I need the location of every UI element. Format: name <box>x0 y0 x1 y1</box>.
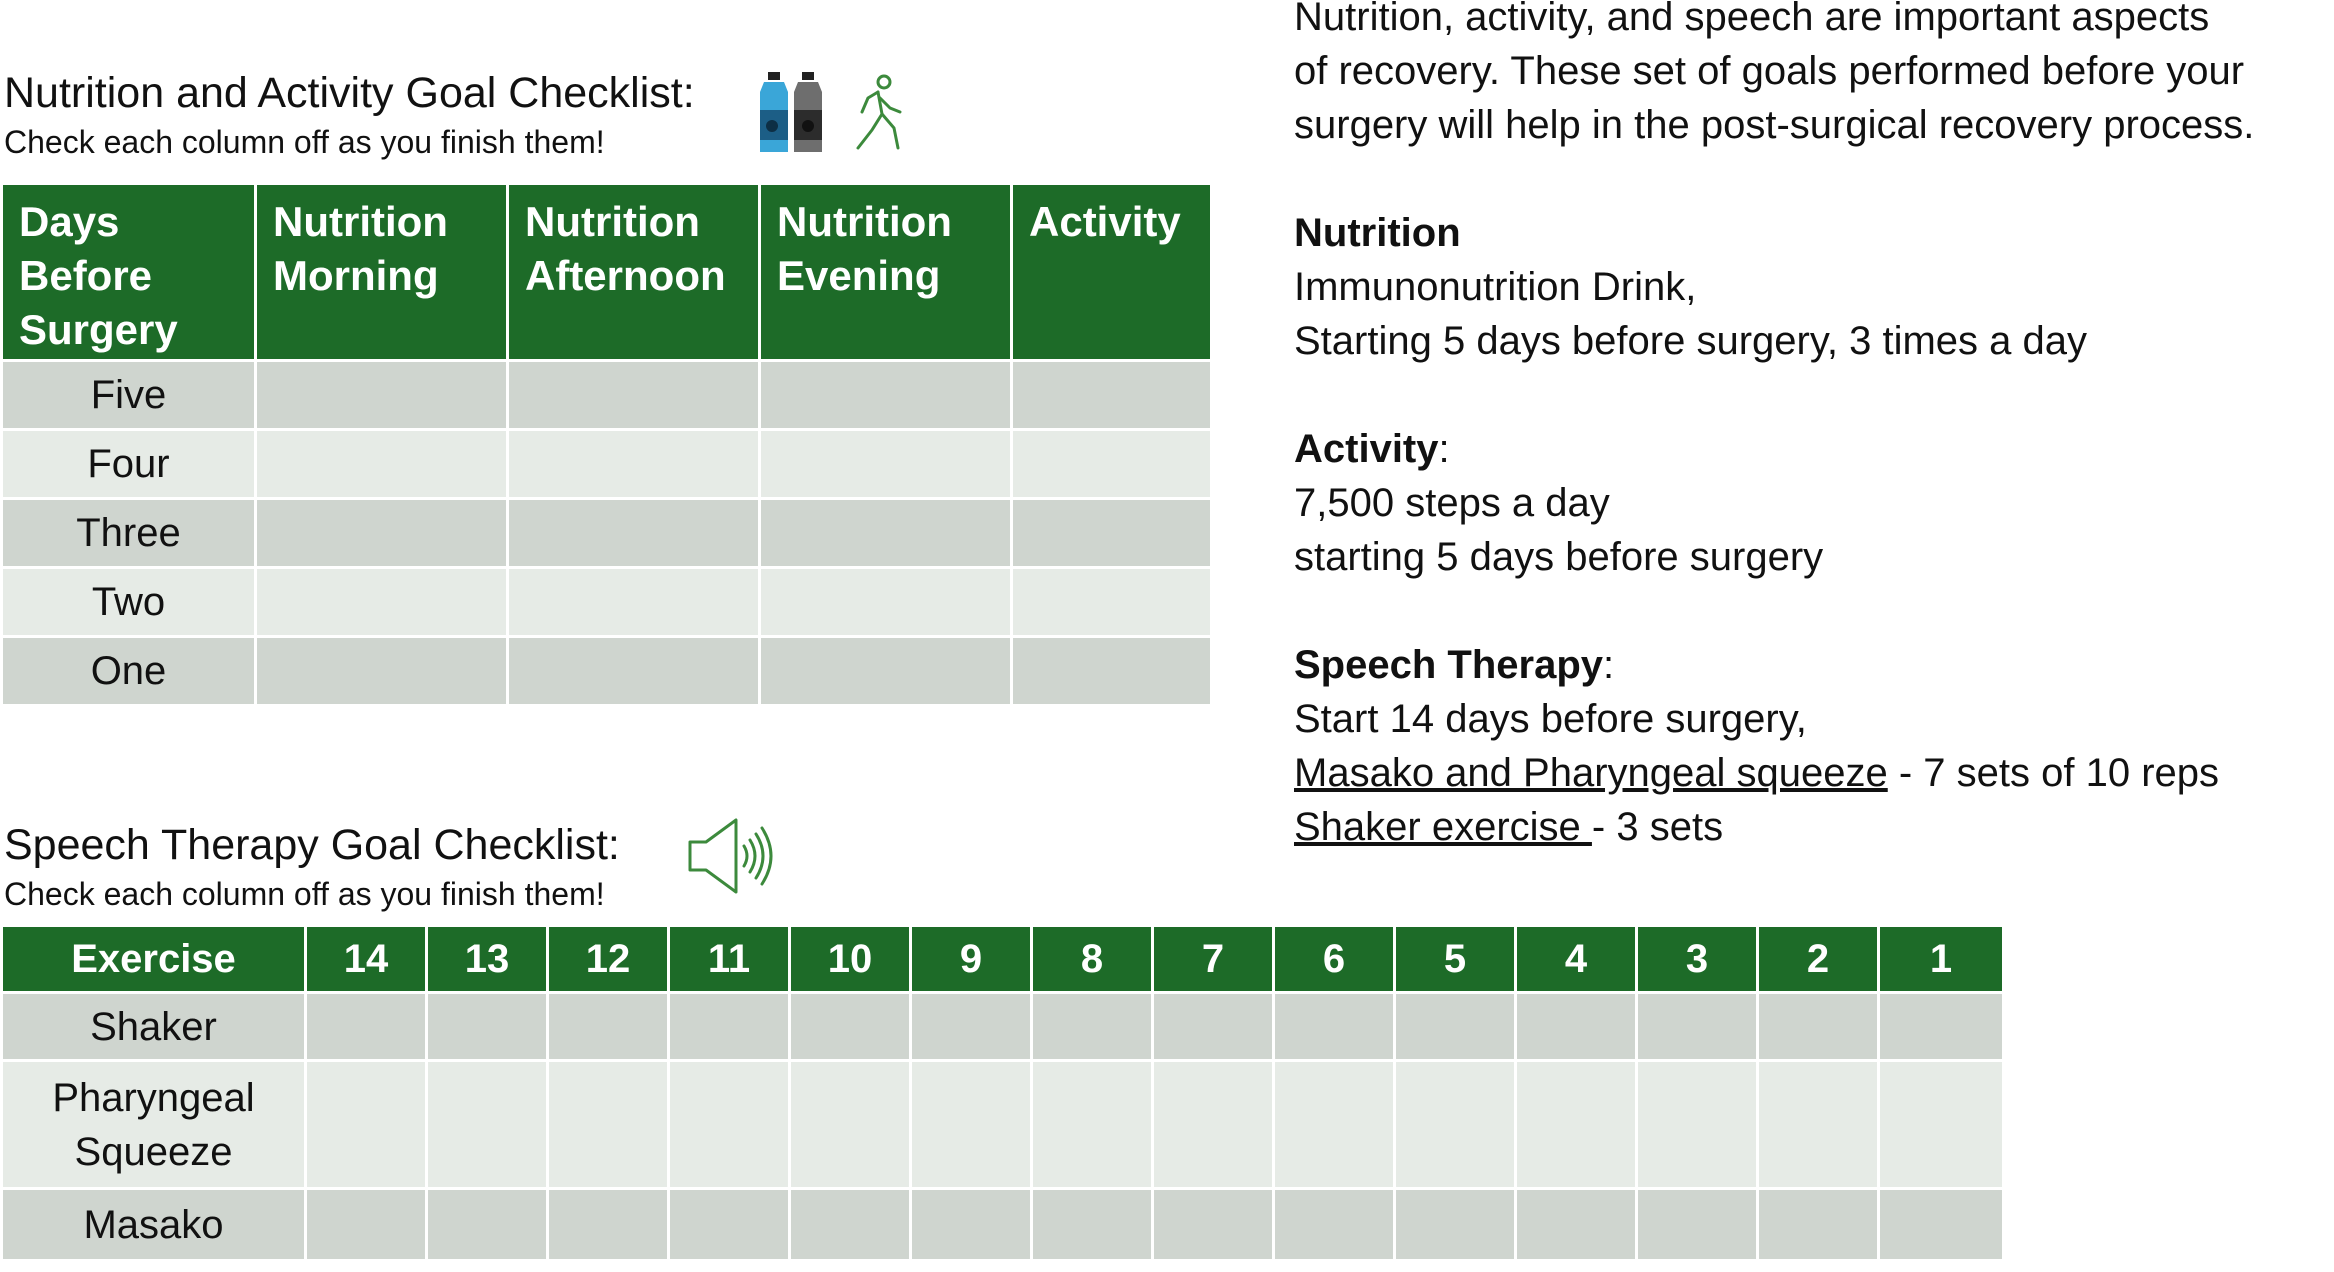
checkbox-cell[interactable] <box>1395 1189 1516 1261</box>
column-header-day: 1 <box>1879 926 2004 993</box>
checkbox-cell[interactable] <box>1516 993 1637 1061</box>
column-header-day: 14 <box>306 926 427 993</box>
checkbox-cell[interactable] <box>1758 1189 1879 1261</box>
checkbox-cell[interactable] <box>508 568 760 637</box>
header-line: Nutrition <box>273 198 448 245</box>
column-header-nutrition-morning <box>256 184 508 361</box>
checkbox-cell[interactable] <box>1274 993 1395 1061</box>
table-row <box>2 1061 2004 1189</box>
table-row <box>2 499 1212 568</box>
checkbox-cell[interactable] <box>760 568 1012 637</box>
column-header-day: 5 <box>1395 926 1516 993</box>
checkbox-cell[interactable] <box>790 1189 911 1261</box>
nutrition-line: Starting 5 days before surgery, 3 times a day <box>1294 319 2087 363</box>
checkbox-cell[interactable] <box>1153 1061 1274 1189</box>
column-header-day: 2 <box>1758 926 1879 993</box>
table-header-row <box>2 184 1212 361</box>
shaker-exercise-link[interactable]: Shaker exercise <box>1294 805 1592 849</box>
checkbox-cell[interactable] <box>1637 1061 1758 1189</box>
row-label-shaker: Shaker <box>2 993 306 1061</box>
checkbox-cell[interactable] <box>911 1189 1032 1261</box>
checkbox-cell[interactable] <box>1012 637 1212 706</box>
column-header-day: 8 <box>1032 926 1153 993</box>
speech-line: Start 14 days before surgery, <box>1294 697 1807 741</box>
column-header-day: 10 <box>790 926 911 993</box>
checkbox-cell[interactable] <box>1637 993 1758 1061</box>
nutrition-checklist-subtitle: Check each column off as you finish them! <box>4 124 605 160</box>
checkbox-cell[interactable] <box>256 499 508 568</box>
checkbox-cell[interactable] <box>1012 361 1212 430</box>
checkbox-cell[interactable] <box>1395 1061 1516 1189</box>
row-label-three: Three <box>2 499 256 568</box>
checkbox-cell[interactable] <box>911 1061 1032 1189</box>
checkbox-cell[interactable] <box>306 1061 427 1189</box>
header-line: Evening <box>777 252 941 299</box>
header-line: Activity <box>1029 198 1181 245</box>
row-label-masako: Masako <box>2 1189 306 1261</box>
column-header-nutrition-afternoon <box>508 184 760 361</box>
checkbox-cell[interactable] <box>548 1189 669 1261</box>
row-label-two: Two <box>2 568 256 637</box>
column-header-activity <box>1012 184 1212 361</box>
checkbox-cell[interactable] <box>1032 1189 1153 1261</box>
checkbox-cell[interactable] <box>256 361 508 430</box>
checkbox-cell[interactable] <box>1274 1189 1395 1261</box>
column-header-nutrition-evening <box>760 184 1012 361</box>
checkbox-cell[interactable] <box>1153 1189 1274 1261</box>
checkbox-cell[interactable] <box>1012 499 1212 568</box>
column-header-days-before-surgery <box>2 184 256 361</box>
speech-checklist-title: Speech Therapy Goal Checklist: <box>4 821 620 869</box>
checkbox-cell[interactable] <box>548 993 669 1061</box>
nutrition-heading: Nutrition <box>1294 211 1461 255</box>
checkbox-cell[interactable] <box>669 1061 790 1189</box>
checkbox-cell[interactable] <box>1758 993 1879 1061</box>
checkbox-cell[interactable] <box>1879 1189 2004 1261</box>
heading-colon: : <box>1438 427 1450 471</box>
row-label-one: One <box>2 637 256 706</box>
checkbox-cell[interactable] <box>1395 993 1516 1061</box>
activity-heading: Activity <box>1294 427 1439 471</box>
checkbox-cell[interactable] <box>760 361 1012 430</box>
checkbox-cell[interactable] <box>669 993 790 1061</box>
activity-line: starting 5 days before surgery <box>1294 535 1824 579</box>
checkbox-cell[interactable] <box>1153 993 1274 1061</box>
nutrition-checklist-title: Nutrition and Activity Goal Checklist: <box>4 69 695 117</box>
checkbox-cell[interactable] <box>1032 993 1153 1061</box>
header-line: Before <box>19 252 153 299</box>
checkbox-cell[interactable] <box>1879 1061 2004 1189</box>
checkbox-cell[interactable] <box>669 1189 790 1261</box>
row-label-five: Five <box>2 361 256 430</box>
speaker-icon <box>686 818 778 894</box>
checkbox-cell[interactable] <box>427 1189 548 1261</box>
table-row <box>2 993 2004 1061</box>
activity-line: 7,500 steps a day <box>1294 481 1610 525</box>
checkbox-cell[interactable] <box>1274 1061 1395 1189</box>
table-row <box>2 637 1212 706</box>
speech-line <box>1294 800 2254 854</box>
checkbox-cell[interactable] <box>1637 1189 1758 1261</box>
table-row <box>2 568 1212 637</box>
intro-line: Nutrition, activity, and speech are important aspects <box>1294 0 2210 39</box>
checkbox-cell[interactable] <box>790 993 911 1061</box>
heading-colon: : <box>1603 643 1615 687</box>
column-header-day: 4 <box>1516 926 1637 993</box>
checkbox-cell[interactable] <box>256 430 508 499</box>
row-label-line: Squeeze <box>74 1129 233 1174</box>
table-row <box>2 361 1212 430</box>
checkbox-cell[interactable] <box>1032 1061 1153 1189</box>
intro-line: of recovery. These set of goals performed before your <box>1294 49 2245 93</box>
header-line: Nutrition <box>777 198 952 245</box>
checkbox-cell[interactable] <box>306 1189 427 1261</box>
column-header-day: 12 <box>548 926 669 993</box>
checkbox-cell[interactable] <box>427 1061 548 1189</box>
checkbox-cell[interactable] <box>427 993 548 1061</box>
column-header-day: 6 <box>1274 926 1395 993</box>
checkbox-cell[interactable] <box>256 637 508 706</box>
speech-heading: Speech Therapy <box>1294 643 1604 687</box>
checkbox-cell[interactable] <box>508 499 760 568</box>
checkbox-cell[interactable] <box>911 993 1032 1061</box>
speech-detail: - 7 sets of 10 reps <box>1887 751 2220 795</box>
row-label-pharyngeal-squeeze <box>2 1061 306 1189</box>
speech-heading-line <box>1294 638 2254 692</box>
nutrition-activity-table <box>0 182 1213 707</box>
checkbox-cell[interactable] <box>760 499 1012 568</box>
checkbox-cell[interactable] <box>760 430 1012 499</box>
checkbox-cell[interactable] <box>760 637 1012 706</box>
speech-line <box>1294 746 2254 800</box>
speech-detail: - 3 sets <box>1591 805 1724 849</box>
intro-line: surgery will help in the post-surgical recovery process. <box>1294 103 2255 147</box>
info-panel <box>1294 0 2254 854</box>
column-header-day: 13 <box>427 926 548 993</box>
nutrition-line: Immunonutrition Drink, <box>1294 265 1697 309</box>
drink-bottles-icon <box>758 72 828 156</box>
row-label-line: Pharyngeal <box>52 1075 255 1120</box>
column-header-day: 9 <box>911 926 1032 993</box>
row-label-four: Four <box>2 430 256 499</box>
column-header-day: 11 <box>669 926 790 993</box>
checkbox-cell[interactable] <box>306 993 427 1061</box>
table-row <box>2 1189 2004 1261</box>
checkbox-cell[interactable] <box>1012 568 1212 637</box>
speech-checklist-subtitle: Check each column off as you finish them! <box>4 876 605 912</box>
walking-person-icon <box>850 74 906 154</box>
checkbox-cell[interactable] <box>548 1061 669 1189</box>
header-line: Nutrition <box>525 198 700 245</box>
header-line: Morning <box>273 252 439 299</box>
header-line: Afternoon <box>525 252 726 299</box>
checkbox-cell[interactable] <box>1012 430 1212 499</box>
checkbox-cell[interactable] <box>1516 1189 1637 1261</box>
column-header-exercise: Exercise <box>2 926 306 993</box>
checkbox-cell[interactable] <box>1879 993 2004 1061</box>
speech-therapy-table <box>0 924 2005 1262</box>
column-header-day: 3 <box>1637 926 1758 993</box>
header-line: Days <box>19 198 120 245</box>
checkbox-cell[interactable] <box>508 637 760 706</box>
checkbox-cell[interactable] <box>508 361 760 430</box>
table-row <box>2 430 1212 499</box>
checkbox-cell[interactable] <box>508 430 760 499</box>
table-header-row <box>2 926 2004 993</box>
checkbox-cell[interactable] <box>256 568 508 637</box>
column-header-day: 7 <box>1153 926 1274 993</box>
checkbox-cell[interactable] <box>1758 1061 1879 1189</box>
header-line: Surgery <box>19 306 178 353</box>
checkbox-cell[interactable] <box>790 1061 911 1189</box>
masako-pharyngeal-link[interactable]: Masako and Pharyngeal squeeze <box>1294 751 1888 795</box>
activity-heading-line <box>1294 422 2254 476</box>
checkbox-cell[interactable] <box>1516 1061 1637 1189</box>
